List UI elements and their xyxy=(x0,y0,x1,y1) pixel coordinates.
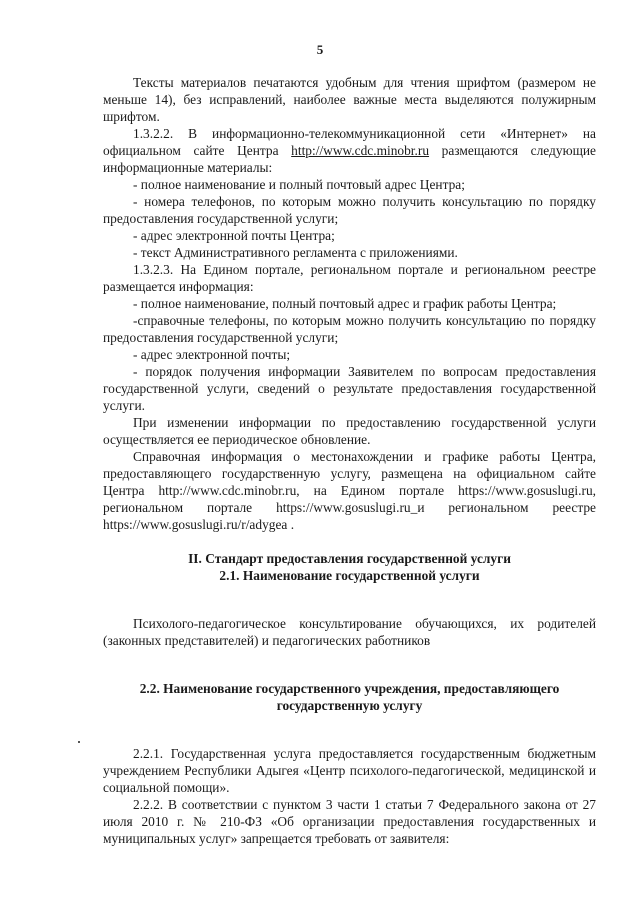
list-item: - полное наименование и полный почтовый адрес Центра; xyxy=(133,177,465,192)
paragraph-2-2-2: 2.2.2. В соответствии с пунктом 3 части 1 статьи 7 Федерального закона от 27 июля 2010 г. № 210-ФЗ «Об организации предоставления государственных и муниципальных услуг» запрещается требовать от заявителя: xyxy=(103,797,596,846)
spacer xyxy=(103,714,596,731)
paragraph-1-3-2-2 xyxy=(103,125,596,176)
section-2-1-heading: 2.1. Наименование государственной услуги xyxy=(219,568,480,583)
spacer xyxy=(103,584,596,601)
section-2-2-heading: 2.2. Наименование государственного учреждения, предоставляющего государственную услугу xyxy=(139,681,560,713)
spacer xyxy=(103,649,596,666)
list-item: - порядок получения информации Заявителем по вопросам предоставления государственной услуги, сведений о результате предоставления государственной услуги. xyxy=(103,364,596,413)
section-2-heading: II. Стандарт предоставления государственной услуги xyxy=(188,551,511,566)
paragraph-1-3-2-2-text-end: размещаются следующие информационные материалы: xyxy=(103,143,596,175)
paragraph-updates: При изменении информации по предоставлению государственной услуги осуществляется ее периодическое обновление. xyxy=(103,415,596,447)
spacer xyxy=(103,731,596,745)
scan-speck xyxy=(78,741,80,743)
paragraph-1-3-2-3: 1.3.2.3. На Едином портале, региональном портале и региональном реестре размещается информация: xyxy=(103,262,596,294)
spacer xyxy=(103,533,596,550)
spacer xyxy=(103,601,596,615)
list-item: - текст Административного регламента с приложениями. xyxy=(133,245,458,260)
paragraph-1-3-2-2-text-start: 1.3.2.2. В информационно-телекоммуникационной сети «Интернет» на официальном сайте Центра xyxy=(103,126,596,158)
list-item: - полное наименование, полный почтовый адрес и график работы Центра; xyxy=(133,296,557,311)
document-body xyxy=(103,74,596,847)
spacer xyxy=(103,666,596,680)
list-item: - адрес электронной почты Центра; xyxy=(133,228,335,243)
list-item: - адрес электронной почты; xyxy=(133,347,291,362)
paragraph-service-name: Психолого-педагогическое консультирование обучающихся, их родителей (законных представителей) и педагогических работников xyxy=(103,616,596,648)
list-item: - номера телефонов, по которым можно получить консультацию по порядку предоставления государственной услуги; xyxy=(103,194,596,226)
paragraph-2-2-1: 2.2.1. Государственная услуга предоставляется государственным бюджетным учреждением Республики Адыгея «Центр психолого-педагогической, медицинской и социальной помощи». xyxy=(103,746,596,795)
paragraph-font-requirements: Тексты материалов печатаются удобным для чтения шрифтом (размером не меньше 14), без исправлений, наиболее важные места выделяются полужирным шрифтом. xyxy=(103,75,596,124)
page-number: 5 xyxy=(316,42,324,57)
center-website-link[interactable]: http://www.cdc.minobr.ru xyxy=(291,143,430,158)
list-item: -справочные телефоны, по которым можно получить консультацию по порядку предоставления государственной услуги; xyxy=(103,313,596,345)
paragraph-reference-info: Справочная информация о местонахождении и графике работы Центра, предоставляющего государственную услугу, размещена на официальном сайте Центра http://www.cdc.minobr.ru, на Едином портале https://www.gosuslugi.ru, региональном портале https://www.gosuslugi.ru_и региональном реестре https://www.gosuslugi.ru/r/adygea . xyxy=(103,449,596,532)
